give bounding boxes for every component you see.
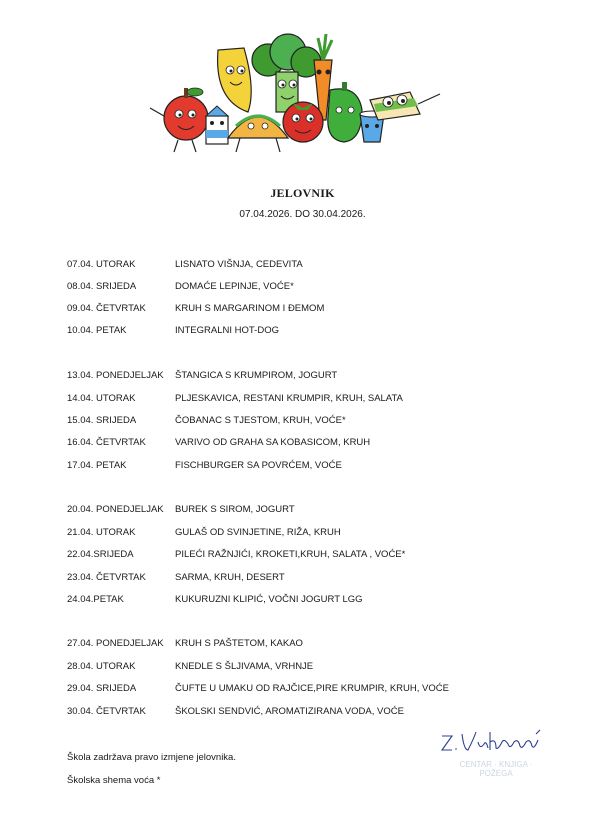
menu-title: JELOVNIK <box>270 186 335 200</box>
menu-date-range: 07.04.2026. DO 30.04.2026. <box>239 209 366 220</box>
taco-character-icon <box>228 116 288 152</box>
menu-day: 08.04. SRIJEDA <box>67 281 137 292</box>
banana-character-icon <box>218 48 252 112</box>
milk-carton-character-icon <box>206 106 228 144</box>
menu-day: 14.04. UTORAK <box>67 393 136 404</box>
fruit-scheme-note: Školska shema voća * <box>67 775 161 786</box>
menu-meal: BUREK S SIROM, JOGURT <box>175 504 295 515</box>
menu-meal: SARMA, KRUH, DESERT <box>175 572 285 583</box>
menu-meal: KNEDLE S ŠLJIVAMA, VRHNJE <box>175 661 314 672</box>
menu-meal: INTEGRALNI HOT-DOG <box>175 325 279 336</box>
menu-meal: KUKURUZNI KLIPIĆ, VOČNI JOGURT LGG <box>175 594 363 605</box>
menu-meal: KRUH S MARGARINOM I ĐEMOM <box>175 303 325 314</box>
menu-day: 10.04. PETAK <box>67 325 127 336</box>
menu-meal: ŠKOLSKI SENDVIĆ, AROMATIZIRANA VODA, VOĆE <box>175 706 404 717</box>
menu-meal: GULAŠ OD SVINJETINE, RIŽA, KRUH <box>175 527 341 538</box>
menu-day: 24.04.PETAK <box>67 594 124 605</box>
menu-day: 27.04. PONEDJELJAK <box>67 638 164 649</box>
official-stamp <box>452 760 540 794</box>
menu-meal: FISCHBURGER SA POVRĆEM, VOĆE <box>175 460 342 471</box>
tomato-character-icon <box>283 102 323 142</box>
sandwich-character-icon <box>370 92 440 120</box>
menu-day: 16.04. ČETVRTAK <box>67 437 146 448</box>
menu-day: 15.04. SRIJEDA <box>67 415 137 426</box>
menu-meal: DOMAĆE LEPINJE, VOĆE* <box>175 281 294 292</box>
menu-day: 09.04. ČETVRTAK <box>67 303 146 314</box>
menu-day: 20.04. PONEDJELJAK <box>67 504 164 515</box>
menu-meal: LISNATO VIŠNJA, CEDEVITA <box>175 259 303 270</box>
pepper-character-icon <box>328 82 362 142</box>
menu-day: 22.04.SRIJEDA <box>67 549 134 560</box>
menu-day: 23.04. ČETVRTAK <box>67 572 146 583</box>
menu-meal: PLJESKAVICA, RESTANI KRUMPIR, KRUH, SALATA <box>175 393 403 404</box>
menu-meal: ČOBANAC S TJESTOM, KRUH, VOĆE* <box>175 415 346 426</box>
menu-meal: VARIVO OD GRAHA SA KOBASICOM, KRUH <box>175 437 371 448</box>
menu-day: 13.04. PONEDJELJAK <box>67 370 164 381</box>
menu-change-disclaimer: Škola zadržava pravo izmjene jelovnika. <box>67 752 236 763</box>
menu-day: 28.04. UTORAK <box>67 661 136 672</box>
broccoli-character-icon <box>252 34 321 112</box>
signature-handwritten <box>438 728 558 758</box>
menu-meal: ŠTANGICA S KRUMPIROM, JOGURT <box>175 370 338 381</box>
food-characters-illustration <box>148 30 448 160</box>
menu-day: 29.04. SRIJEDA <box>67 683 137 694</box>
menu-day: 17.04. PETAK <box>67 460 127 471</box>
apple-character-icon <box>150 88 208 152</box>
menu-meal: PILEĆI RAŽNJIĆI, KROKETI,KRUH, SALATA , VOĆE* <box>175 549 406 560</box>
menu-day: 21.04. UTORAK <box>67 527 136 538</box>
menu-meal: ČUFTE U UMAKU OD RAJČICE,PIRE KRUMPIR, KRUH, VOĆE <box>175 683 449 694</box>
stamp-text: CENTAR · KNJIGA · POŽEGA <box>459 760 533 778</box>
menu-meal: KRUH S PAŠTETOM, KAKAO <box>175 638 303 649</box>
menu-day: 07.04. UTORAK <box>67 259 136 270</box>
menu-day: 30.04. ČETVRTAK <box>67 706 146 717</box>
